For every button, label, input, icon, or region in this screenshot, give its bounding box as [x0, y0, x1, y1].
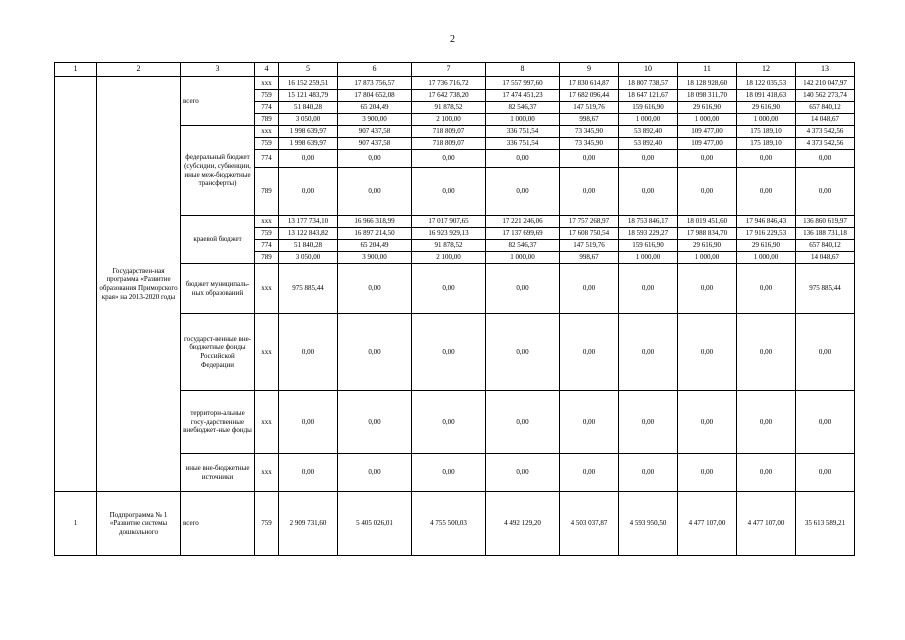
value-cell: 1 998 639,97 [279, 138, 338, 150]
code-cell: xxx [255, 454, 279, 492]
code-cell: 759 [255, 90, 279, 102]
value-cell: 3 900,00 [338, 114, 412, 126]
value-cell: 0,00 [560, 314, 619, 391]
value-cell: 17 017 907,65 [412, 216, 486, 228]
value-cell: 17 137 699,69 [486, 228, 560, 240]
value-cell: 0,00 [338, 314, 412, 391]
value-cell: 0,00 [279, 454, 338, 492]
value-cell: 53 892,40 [619, 126, 678, 138]
code-cell: xxx [255, 126, 279, 138]
value-cell: 718 809,07 [412, 138, 486, 150]
value-cell: 2 100,00 [412, 114, 486, 126]
value-cell: 18 593 229,27 [619, 228, 678, 240]
value-cell: 136 860 619,97 [796, 216, 855, 228]
value-cell: 0,00 [412, 314, 486, 391]
value-cell: 0,00 [486, 314, 560, 391]
value-cell: 29 616,90 [678, 102, 737, 114]
value-cell: 17 221 246,06 [486, 216, 560, 228]
value-cell: 4 492 129,20 [486, 492, 560, 556]
value-cell: 0,00 [560, 264, 619, 314]
value-cell: 0,00 [678, 264, 737, 314]
value-cell: 0,00 [619, 150, 678, 168]
value-cell: 5 405 026,01 [338, 492, 412, 556]
value-cell: 15 121 483,79 [279, 90, 338, 102]
code-cell: 789 [255, 252, 279, 264]
source-total: всего [181, 77, 255, 126]
value-cell: 16 897 214,50 [338, 228, 412, 240]
value-cell: 3 900,00 [338, 252, 412, 264]
value-cell: 0,00 [486, 391, 560, 454]
value-cell: 0,00 [279, 168, 338, 216]
table-body [55, 63, 855, 556]
value-cell: 0,00 [619, 168, 678, 216]
value-cell: 0,00 [737, 391, 796, 454]
column-header: 4 [255, 63, 279, 77]
value-cell: 16 152 259,51 [279, 77, 338, 90]
table-row [55, 77, 855, 90]
code-cell: 759 [255, 492, 279, 556]
value-cell: 142 210 047,97 [796, 77, 855, 90]
value-cell: 4 373 542,56 [796, 138, 855, 150]
value-cell: 2 909 731,60 [279, 492, 338, 556]
value-cell: 0,00 [486, 454, 560, 492]
value-cell: 0,00 [796, 391, 855, 454]
value-cell: 1 000,00 [678, 252, 737, 264]
value-cell: 18 122 035,53 [737, 77, 796, 90]
subprogram-name: Подпрограмма № 1 «Развитие системы дошкольного [97, 492, 181, 556]
column-header: 12 [737, 63, 796, 77]
value-cell: 147 519,76 [560, 102, 619, 114]
value-cell: 73 345,90 [560, 126, 619, 138]
column-header: 2 [97, 63, 181, 77]
value-cell: 17 736 716,72 [412, 77, 486, 90]
value-cell: 17 988 834,70 [678, 228, 737, 240]
value-cell: 17 642 738,20 [412, 90, 486, 102]
value-cell: 975 885,44 [796, 264, 855, 314]
value-cell: 17 474 451,23 [486, 90, 560, 102]
code-cell: 759 [255, 228, 279, 240]
value-cell: 0,00 [737, 454, 796, 492]
budget-table [54, 62, 855, 556]
column-header: 10 [619, 63, 678, 77]
value-cell: 175 189,10 [737, 126, 796, 138]
value-cell: 0,00 [796, 314, 855, 391]
value-cell: 29 616,90 [678, 240, 737, 252]
value-cell: 0,00 [486, 264, 560, 314]
value-cell: 1 000,00 [737, 114, 796, 126]
value-cell: 0,00 [678, 168, 737, 216]
value-cell: 136 188 731,18 [796, 228, 855, 240]
value-cell: 2 100,00 [412, 252, 486, 264]
value-cell: 336 751,54 [486, 138, 560, 150]
value-cell: 53 892,40 [619, 138, 678, 150]
value-cell: 718 809,07 [412, 126, 486, 138]
value-cell: 17 608 750,54 [560, 228, 619, 240]
value-cell: 0,00 [560, 454, 619, 492]
source-federal: федеральный бюджет (субсидии, субвенции, иные меж-бюджетные трансферты) [181, 126, 255, 216]
value-cell: 159 616,90 [619, 102, 678, 114]
code-cell: 789 [255, 114, 279, 126]
value-cell: 0,00 [338, 150, 412, 168]
value-cell: 0,00 [338, 454, 412, 492]
value-cell: 0,00 [486, 168, 560, 216]
value-cell: 0,00 [338, 391, 412, 454]
value-cell: 0,00 [796, 168, 855, 216]
value-cell: 0,00 [619, 314, 678, 391]
value-cell: 0,00 [412, 150, 486, 168]
page-number: 2 [450, 34, 455, 45]
code-cell: 789 [255, 168, 279, 216]
value-cell: 16 923 929,13 [412, 228, 486, 240]
value-cell: 998,67 [560, 114, 619, 126]
value-cell: 82 546,37 [486, 240, 560, 252]
value-cell: 657 840,12 [796, 102, 855, 114]
source-state-offbudget: государст-венные вне-бюджетные фонды Российской Федерации [181, 314, 255, 391]
value-cell: 0,00 [412, 264, 486, 314]
subprogram-source: всего [181, 492, 255, 556]
subprogram-row [55, 492, 855, 556]
value-cell: 1 998 639,97 [279, 126, 338, 138]
code-cell: xxx [255, 264, 279, 314]
column-header: 5 [279, 63, 338, 77]
value-cell: 3 050,00 [279, 252, 338, 264]
value-cell: 0,00 [279, 391, 338, 454]
value-cell: 109 477,00 [678, 138, 737, 150]
value-cell: 65 204,49 [338, 102, 412, 114]
value-cell: 4 593 950,50 [619, 492, 678, 556]
value-cell: 0,00 [486, 150, 560, 168]
value-cell: 73 345,90 [560, 138, 619, 150]
value-cell: 0,00 [678, 454, 737, 492]
value-cell: 14 048,67 [796, 252, 855, 264]
column-header: 9 [560, 63, 619, 77]
value-cell: 0,00 [338, 264, 412, 314]
column-header: 13 [796, 63, 855, 77]
value-cell: 17 873 756,57 [338, 77, 412, 90]
value-cell: 18 019 451,60 [678, 216, 737, 228]
code-cell: 774 [255, 240, 279, 252]
value-cell: 14 048,67 [796, 114, 855, 126]
program-number-cell [55, 77, 97, 492]
value-cell: 336 751,54 [486, 126, 560, 138]
value-cell: 18 098 311,70 [678, 90, 737, 102]
code-cell: 759 [255, 138, 279, 150]
value-cell: 29 616,90 [737, 240, 796, 252]
value-cell: 0,00 [796, 454, 855, 492]
value-cell: 17 557 997,60 [486, 77, 560, 90]
code-cell: 774 [255, 150, 279, 168]
value-cell: 0,00 [737, 314, 796, 391]
value-cell: 4 373 542,56 [796, 126, 855, 138]
value-cell: 0,00 [678, 150, 737, 168]
value-cell: 998,67 [560, 252, 619, 264]
value-cell: 3 050,00 [279, 114, 338, 126]
program-name: Государствен-ная программа «Развитие образования Приморского края» на 2013-2020 годы [97, 77, 181, 492]
value-cell: 1 000,00 [737, 252, 796, 264]
value-cell: 18 091 418,63 [737, 90, 796, 102]
value-cell: 17 916 229,53 [737, 228, 796, 240]
value-cell: 0,00 [678, 391, 737, 454]
code-cell: xxx [255, 314, 279, 391]
value-cell: 0,00 [737, 264, 796, 314]
value-cell: 0,00 [412, 391, 486, 454]
value-cell: 0,00 [279, 314, 338, 391]
value-cell: 907 437,58 [338, 138, 412, 150]
value-cell: 175 189,10 [737, 138, 796, 150]
value-cell: 1 000,00 [619, 252, 678, 264]
value-cell: 0,00 [412, 454, 486, 492]
value-cell: 1 000,00 [486, 252, 560, 264]
value-cell: 0,00 [412, 168, 486, 216]
value-cell: 4 755 500,03 [412, 492, 486, 556]
value-cell: 17 804 652,08 [338, 90, 412, 102]
value-cell: 0,00 [737, 150, 796, 168]
value-cell: 907 437,58 [338, 126, 412, 138]
value-cell: 65 204,49 [338, 240, 412, 252]
value-cell: 51 840,28 [279, 240, 338, 252]
column-header: 6 [338, 63, 412, 77]
value-cell: 4 477 107,00 [737, 492, 796, 556]
value-cell: 51 840,28 [279, 102, 338, 114]
value-cell: 29 616,90 [737, 102, 796, 114]
code-cell: xxx [255, 77, 279, 90]
value-cell: 1 000,00 [619, 114, 678, 126]
value-cell: 4 503 037,87 [560, 492, 619, 556]
source-other-offbudget: иные вне-бюджетные источники [181, 454, 255, 492]
value-cell: 109 477,00 [678, 126, 737, 138]
value-cell: 147 519,76 [560, 240, 619, 252]
column-header: 8 [486, 63, 560, 77]
code-cell: 774 [255, 102, 279, 114]
source-municipal: бюджет муниципаль-ных образований [181, 264, 255, 314]
subprogram-number: 1 [55, 492, 97, 556]
value-cell: 159 616,90 [619, 240, 678, 252]
source-regional: краевой бюджет [181, 216, 255, 264]
value-cell: 17 946 846,43 [737, 216, 796, 228]
value-cell: 91 878,52 [412, 240, 486, 252]
value-cell: 1 000,00 [678, 114, 737, 126]
source-territorial-offbudget: территори-альные госу-дарственные внебюджет-ные фонды [181, 391, 255, 454]
value-cell: 0,00 [737, 168, 796, 216]
value-cell: 140 562 273,74 [796, 90, 855, 102]
value-cell: 0,00 [796, 150, 855, 168]
code-cell: xxx [255, 216, 279, 228]
value-cell: 18 807 738,57 [619, 77, 678, 90]
value-cell: 16 966 318,99 [338, 216, 412, 228]
value-cell: 91 878,52 [412, 102, 486, 114]
value-cell: 0,00 [560, 391, 619, 454]
column-header: 3 [181, 63, 255, 77]
value-cell: 13 177 734,10 [279, 216, 338, 228]
value-cell: 0,00 [619, 391, 678, 454]
value-cell: 1 000,00 [486, 114, 560, 126]
header-row [55, 63, 855, 77]
code-cell: xxx [255, 391, 279, 454]
value-cell: 0,00 [619, 454, 678, 492]
value-cell: 0,00 [560, 150, 619, 168]
value-cell: 0,00 [678, 314, 737, 391]
value-cell: 0,00 [338, 168, 412, 216]
value-cell: 17 682 096,44 [560, 90, 619, 102]
value-cell: 18 128 928,60 [678, 77, 737, 90]
value-cell: 0,00 [279, 150, 338, 168]
value-cell: 657 840,12 [796, 240, 855, 252]
column-header: 7 [412, 63, 486, 77]
value-cell: 18 753 846,17 [619, 216, 678, 228]
value-cell: 17 757 268,97 [560, 216, 619, 228]
value-cell: 0,00 [619, 264, 678, 314]
value-cell: 17 830 614,87 [560, 77, 619, 90]
column-header: 1 [55, 63, 97, 77]
value-cell: 0,00 [560, 168, 619, 216]
column-header: 11 [678, 63, 737, 77]
value-cell: 13 122 843,82 [279, 228, 338, 240]
value-cell: 4 477 107,00 [678, 492, 737, 556]
value-cell: 18 647 121,67 [619, 90, 678, 102]
value-cell: 975 885,44 [279, 264, 338, 314]
value-cell: 82 546,37 [486, 102, 560, 114]
value-cell: 35 613 589,21 [796, 492, 855, 556]
